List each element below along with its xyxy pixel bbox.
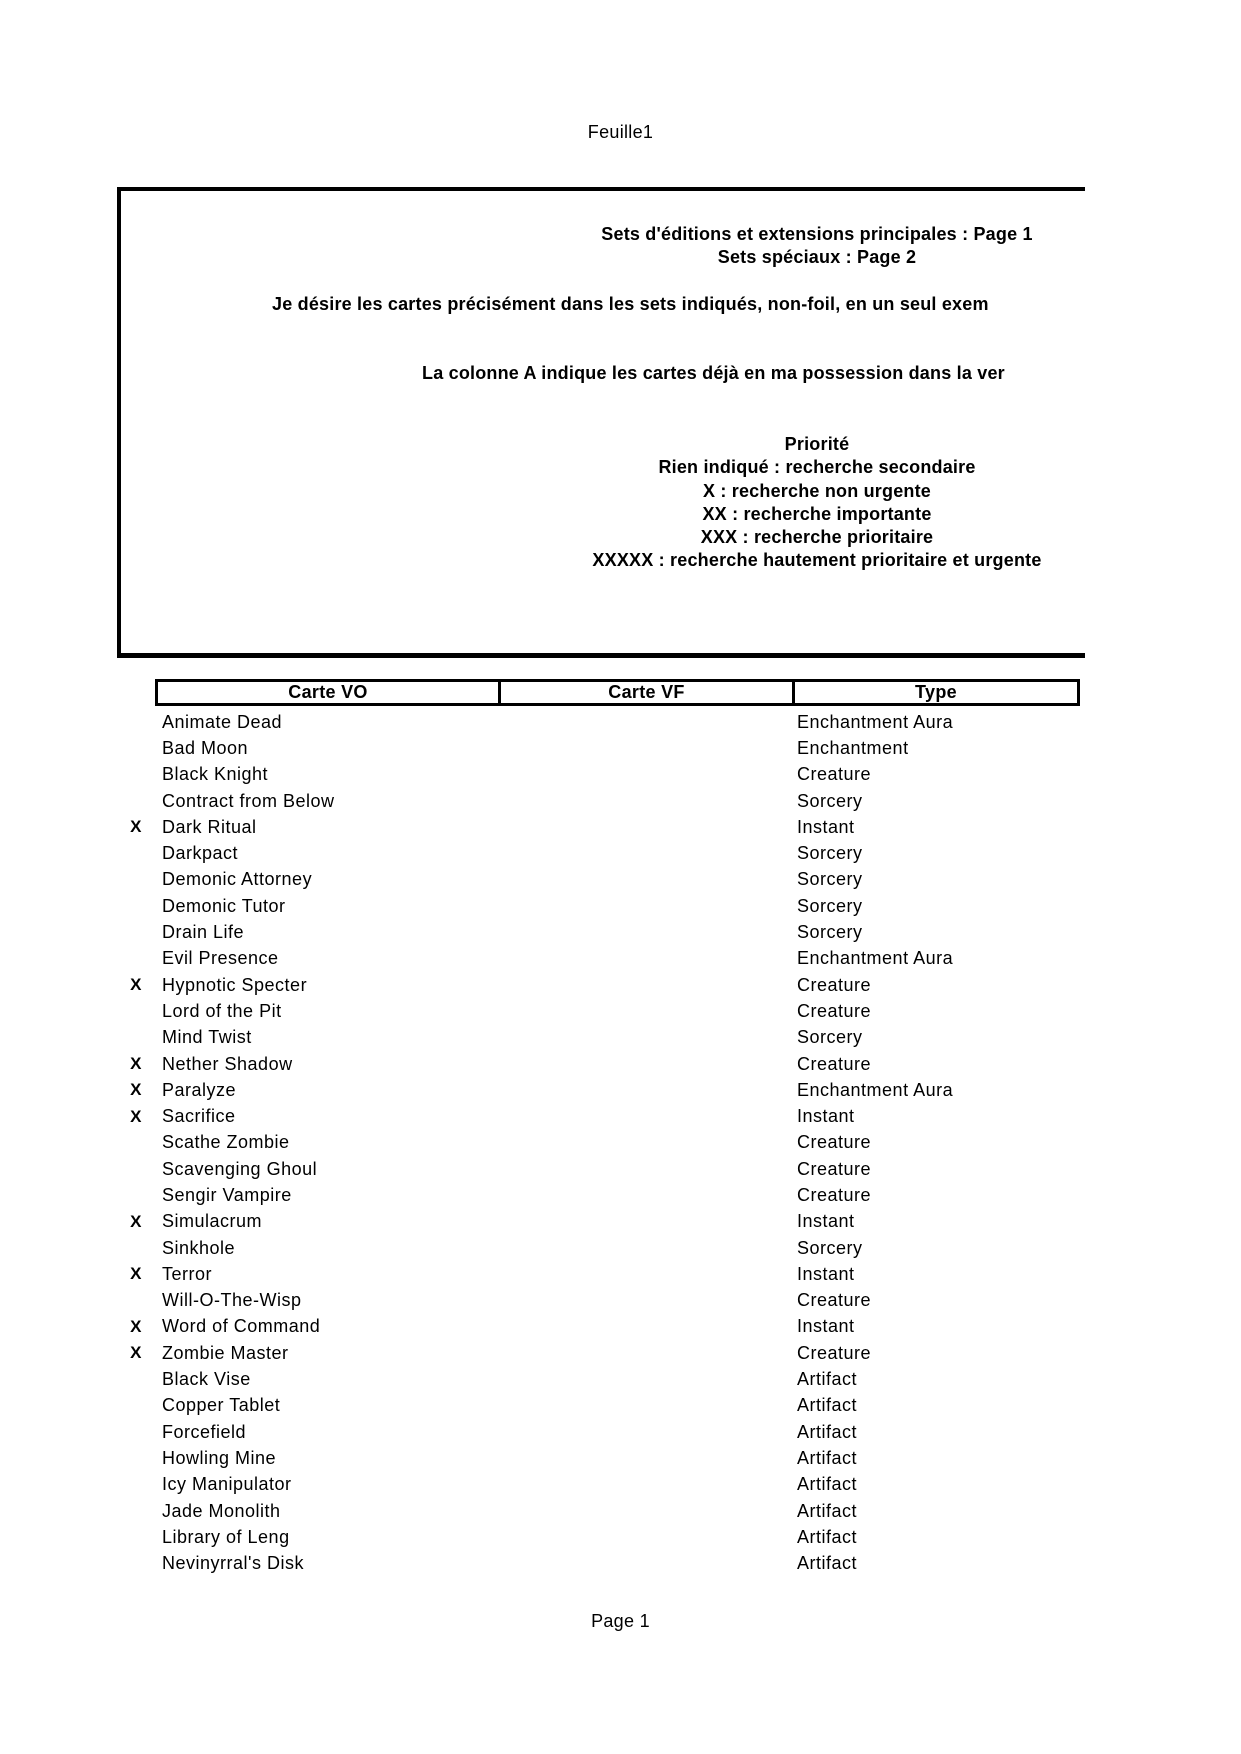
card-type: Artifact	[797, 1526, 858, 1547]
card-type: Artifact	[797, 1553, 858, 1574]
info-box	[117, 187, 1085, 658]
card-type: Creature	[797, 974, 872, 995]
table-row	[117, 1366, 1080, 1392]
card-type: Sorcery	[797, 1027, 863, 1048]
card-type: Creature	[797, 1184, 872, 1205]
table-row	[117, 1393, 1080, 1419]
column-header-carte-vo: Carte VO	[288, 682, 368, 702]
card-type: Instant	[797, 816, 855, 837]
card-type: Creature	[797, 1000, 872, 1021]
table-row	[117, 972, 1080, 998]
card-type: Enchantment Aura	[797, 1079, 954, 1100]
card-name-vo: Sacrifice	[162, 1106, 236, 1127]
card-name-vo: Evil Presence	[162, 948, 279, 969]
card-name-vo: Demonic Tutor	[162, 895, 286, 916]
table-body	[117, 709, 1080, 1577]
card-name-vo: Copper Tablet	[162, 1395, 281, 1416]
card-name-vo: Demonic Attorney	[162, 869, 313, 890]
card-name-vo: Jade Monolith	[162, 1500, 281, 1521]
card-name-vo: Mind Twist	[162, 1027, 252, 1048]
priority-level-x: X : recherche non urgente	[702, 480, 932, 501]
card-name-vo: Nether Shadow	[162, 1053, 293, 1074]
table-row	[117, 735, 1080, 761]
card-name-vo: Lord of the Pit	[162, 1000, 282, 1021]
card-type: Instant	[797, 1316, 855, 1337]
priority-title: Priorité	[784, 434, 850, 454]
card-type: Instant	[797, 1106, 855, 1127]
table-row	[117, 762, 1080, 788]
table-row	[117, 1182, 1080, 1208]
owned-mark: X	[130, 1054, 142, 1073]
table-row	[117, 946, 1080, 972]
card-name-vo: Dark Ritual	[162, 816, 257, 837]
card-name-vo: Contract from Below	[162, 790, 335, 811]
table-row	[117, 1077, 1080, 1103]
priority-level-xx: XX : recherche importante	[702, 503, 932, 524]
card-name-vo: Animate Dead	[162, 711, 283, 732]
info-possession-line: La colonne A indique les cartes déjà en ma possession dans la ver	[422, 363, 1005, 383]
priority-level-none: Rien indiqué : recherche secondaire	[658, 457, 976, 478]
info-title-line2: Sets spéciaux : Page 2	[717, 247, 917, 267]
card-name-vo: Simulacrum	[162, 1211, 263, 1232]
card-name-vo: Darkpact	[162, 843, 239, 864]
owned-mark: X	[130, 1106, 142, 1126]
card-name-vo: Scathe Zombie	[162, 1132, 290, 1153]
card-type: Creature	[797, 1158, 872, 1179]
card-name-vo: Terror	[162, 1263, 213, 1284]
card-type: Enchantment Aura	[797, 948, 954, 969]
table-row	[117, 1472, 1080, 1498]
table-row	[117, 1288, 1080, 1314]
info-title-line1: Sets d'éditions et extensions principales : Page 1	[601, 224, 1033, 244]
table-row	[117, 1051, 1080, 1077]
card-name-vo: Forcefield	[162, 1421, 247, 1442]
table-header-row	[155, 679, 1080, 706]
table-row	[117, 1498, 1080, 1524]
table-row	[117, 1130, 1080, 1156]
page-number-label: Page 1	[591, 1611, 650, 1631]
card-type: Sorcery	[797, 895, 863, 916]
card-type: Instant	[797, 1263, 855, 1284]
column-header-type: Type	[792, 682, 1077, 703]
card-name-vo: Scavenging Ghoul	[162, 1158, 318, 1179]
card-name-vo: Sinkhole	[162, 1237, 236, 1258]
card-type: Creature	[797, 1053, 872, 1074]
owned-mark: X	[130, 1211, 142, 1231]
table-row	[117, 1209, 1080, 1235]
card-name-vo: Icy Manipulator	[162, 1474, 292, 1495]
table-row	[117, 788, 1080, 814]
priority-level-xxx: XXX : recherche prioritaire	[700, 527, 934, 547]
table-row	[117, 1314, 1080, 1340]
table-row	[117, 1025, 1080, 1051]
card-type: Creature	[797, 1132, 872, 1153]
card-type: Artifact	[797, 1395, 858, 1416]
card-type: Instant	[797, 1211, 855, 1232]
card-name-vo: Sengir Vampire	[162, 1184, 292, 1205]
card-type: Artifact	[797, 1447, 858, 1468]
info-instruction-line: Je désire les cartes précisément dans les sets indiqués, non-foil, en un seul exem	[272, 294, 989, 314]
table-row	[117, 1524, 1080, 1550]
priority-legend	[592, 433, 1041, 573]
owned-mark: X	[130, 1264, 142, 1284]
card-name-vo: Nevinyrral's Disk	[162, 1553, 304, 1574]
card-type: Enchantment Aura	[797, 711, 954, 732]
owned-mark: X	[130, 817, 142, 837]
table-row	[117, 919, 1080, 945]
card-name-vo: Word of Command	[162, 1316, 321, 1337]
table-row	[117, 709, 1080, 735]
table-row	[117, 1340, 1080, 1366]
table-row	[117, 1156, 1080, 1182]
table-row	[117, 814, 1080, 840]
card-name-vo: Library of Leng	[162, 1526, 290, 1547]
priority-level-xxxxx: XXXXX : recherche hautement prioritaire et urgente	[592, 550, 1042, 571]
table-row	[117, 867, 1080, 893]
card-type: Sorcery	[797, 1237, 863, 1258]
card-type: Artifact	[797, 1474, 858, 1495]
card-type: Enchantment	[797, 737, 909, 758]
card-type: Creature	[797, 1290, 872, 1311]
table-row	[117, 1261, 1080, 1287]
card-name-vo: Howling Mine	[162, 1447, 277, 1468]
card-name-vo: Paralyze	[162, 1079, 237, 1100]
card-type: Sorcery	[797, 790, 863, 811]
owned-mark: X	[130, 1316, 142, 1336]
card-name-vo: Drain Life	[162, 922, 245, 943]
card-type: Artifact	[797, 1369, 858, 1390]
table-row	[117, 1419, 1080, 1445]
card-name-vo: Will-O-The-Wisp	[162, 1290, 302, 1311]
card-type: Artifact	[797, 1421, 858, 1442]
table-row	[117, 998, 1080, 1024]
owned-mark: X	[130, 1080, 142, 1100]
table-row	[117, 1551, 1080, 1577]
card-type: Sorcery	[797, 869, 863, 890]
table-row	[117, 1235, 1080, 1261]
card-type: Creature	[797, 764, 872, 785]
card-name-vo: Zombie Master	[162, 1342, 289, 1363]
card-name-vo: Bad Moon	[162, 737, 249, 758]
card-type: Sorcery	[797, 922, 863, 943]
table-row	[117, 1445, 1080, 1471]
sheet-name-label: Feuille1	[587, 122, 654, 142]
card-type: Artifact	[797, 1500, 858, 1521]
card-type: Creature	[797, 1342, 872, 1363]
card-name-vo: Black Knight	[162, 764, 269, 785]
table-row	[117, 1103, 1080, 1129]
card-name-vo: Black Vise	[162, 1369, 251, 1390]
owned-mark: X	[130, 1343, 142, 1363]
card-type: Sorcery	[797, 843, 863, 864]
table-row	[117, 893, 1080, 919]
owned-mark: X	[130, 975, 142, 995]
table-row	[117, 840, 1080, 866]
column-header-carte-vf: Carte VF	[498, 682, 792, 703]
card-name-vo: Hypnotic Specter	[162, 974, 308, 995]
